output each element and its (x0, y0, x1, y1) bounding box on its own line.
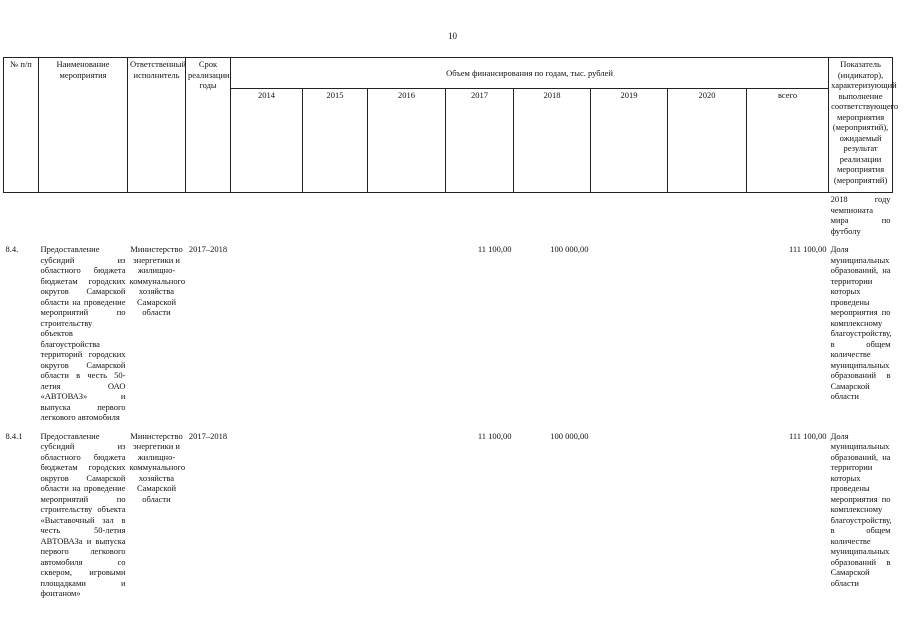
row-value-2016 (368, 430, 446, 600)
indicator-continuation: 2018 году чемпионата мира по футболу (830, 194, 891, 236)
row-name: Предоставление субсидий из областного бюджета бюджетам городских округов Самарской области на проведение мероприятий по строительству объектов благоустройства территорий городских округов Самарской области в честь 50-летия ОАО «АВТОВАЗ» и выпуска первого легкового автомобиля (40, 244, 126, 422)
row-executor: Министерство энергетики и жилищно-коммунального хозяйства Самарской области (129, 244, 186, 317)
row-value-2014 (231, 243, 303, 424)
row-value-total: 111 100,00 (788, 244, 827, 254)
page-number: 10 (448, 31, 457, 41)
row-value-2017: 11 100,00 (477, 430, 512, 441)
row-executor: Министерство энергетики и жилищно-коммунального хозяйства Самарской области (129, 430, 186, 504)
header-name: Наименование мероприятия (39, 58, 128, 193)
row-value-2018: 100 000,00 (550, 430, 589, 441)
row-indicator: Доля муниципальных образований, на территории которых проведены мероприятия по комплексному благоустройству, в общем количестве муниципальных образований в Самарской области (830, 244, 892, 401)
row-value-2018: 100 000,00 (550, 244, 589, 254)
header-total: всего (747, 89, 829, 193)
header-year: 2014 (231, 89, 303, 193)
row-term: 2017–2018 (188, 430, 228, 441)
header-year: 2018 (514, 89, 591, 193)
row-value-2017: 11 100,00 (477, 244, 512, 254)
row-value-2020 (668, 243, 747, 424)
row-value-2019 (591, 243, 668, 424)
table-row (4, 430, 893, 600)
row-value-total: 111 100,00 (788, 430, 827, 441)
header-year: 2016 (368, 89, 446, 193)
row-value-2014 (231, 430, 303, 600)
table-row (4, 243, 893, 424)
row-number: 8.4. (5, 244, 19, 254)
header-financing: Объем финансирования по годам, тыс. рублей (231, 58, 829, 89)
row-value-2019 (591, 430, 668, 600)
header-num: № п/п (4, 58, 39, 193)
financing-table (3, 57, 899, 600)
header-year: 2015 (303, 89, 368, 193)
row-value-2015 (303, 243, 368, 424)
header-indicator: Показатель (индикатор), характеризующий выполнение соответствующего мероприятия (мероприятий), ожидаемый результат реализации мероприятия (мероприятий) (829, 58, 893, 193)
row-term: 2017–2018 (188, 244, 228, 254)
header-executor: Ответственный исполнитель (128, 58, 186, 193)
row-value-2020 (668, 430, 747, 600)
row-value-2015 (303, 430, 368, 600)
header-year: 2019 (591, 89, 668, 193)
row-name: Предоставление субсидий из областного бюджета бюджетам городских округов Самарской области на проведение мероприятий по строительству объекта «Выставочный зал в честь 50-летия АВТОВАЗа и выпуска первого легкового автомобиля со сквером, игровыми площадками и фонтаном» (40, 430, 126, 598)
header-term: Срок реализации, годы (186, 58, 231, 193)
header-year: 2017 (446, 89, 514, 193)
row-number: 8.4.1 (5, 430, 23, 441)
row-indicator: Доля муниципальных образований, на территории которых проведены мероприятия по комплексному благоустройству, в общем количестве муниципальных образований в Самарской области (830, 430, 892, 588)
row-value-2016 (368, 243, 446, 424)
header-year: 2020 (668, 89, 747, 193)
